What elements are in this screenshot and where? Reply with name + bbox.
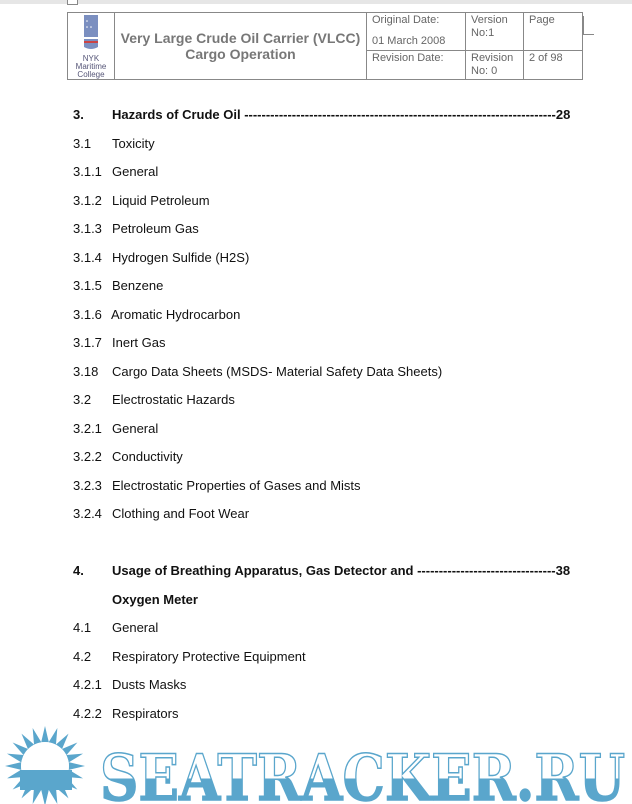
revision-cell: Revision No: 0	[466, 50, 524, 79]
toc-title: Petroleum Gas	[112, 221, 199, 236]
watermark-text: SEATRACKER.RU	[100, 741, 625, 804]
toc-number: 3.1.6	[73, 306, 102, 322]
toc-number: 3.1.1	[73, 164, 102, 179]
toc-number: 3.2	[73, 392, 92, 407]
toc-title: Clothing and Foot Wear	[112, 506, 250, 521]
toc-number: 3.1.2	[73, 192, 102, 208]
toc-number: 3.1	[73, 135, 92, 151]
document-header-table	[67, 12, 583, 80]
toc-title: Benzene	[112, 278, 164, 293]
toc-title: General	[112, 164, 159, 179]
toc-number: 3.	[73, 107, 84, 122]
toc-number: 3.1.5	[73, 278, 102, 293]
original-date-label: Original Date:	[372, 14, 440, 26]
title-line-1: Very Large Crude Oil Carrier (VLCC)	[120, 30, 361, 46]
toc-title: Respiratory Protective Equipment	[112, 648, 306, 664]
toc-number: 4.2.2	[73, 705, 102, 721]
toc-title: Usage of Breathing Apparatus, Gas Detector and --------------------------------38	[112, 563, 571, 578]
logo-caption: NYK Maritime College	[75, 54, 107, 79]
toc-title: Aromatic Hydrocarbon	[111, 306, 241, 322]
toc-title: Dusts Masks	[112, 677, 187, 692]
toc-number: 3.2.1	[73, 420, 102, 436]
toc-title: Inert Gas	[112, 335, 166, 350]
toc-number: 3.1.7	[73, 335, 102, 350]
logo-cell	[68, 13, 115, 80]
toc-title: Hazards of Crude Oil ------------------------------------------------------------------------28	[112, 107, 571, 122]
page-marker-box	[67, 0, 78, 5]
toc-title: Conductivity	[112, 449, 183, 464]
document-title	[115, 13, 367, 80]
title-line-2: Cargo Operation	[185, 46, 296, 62]
toc-title: Respirators	[112, 705, 179, 721]
toc-number: 3.2.2	[73, 449, 102, 464]
toc-number: 4.2	[73, 648, 92, 664]
toc-number: 3.1.3	[73, 221, 102, 236]
toc-title: Electrostatic Hazards	[112, 392, 235, 407]
original-date-value: 01 March 2008	[372, 35, 446, 47]
top-gray-strip	[0, 0, 632, 4]
sun-icon	[5, 726, 85, 804]
toc-title: Hydrogen Sulfide (H2S)	[112, 249, 250, 265]
toc-title: General	[112, 420, 159, 436]
page-value-cell: 2 of 98	[524, 50, 583, 79]
toc-number: 4.	[73, 563, 84, 578]
original-date-cell	[367, 13, 466, 51]
toc-number: 3.2.3	[73, 477, 102, 493]
toc-number: 4.1	[73, 620, 92, 635]
toc-number: 4.2.1	[73, 677, 102, 692]
toc-title: Liquid Petroleum	[112, 192, 210, 208]
toc-number: 3.1.4	[73, 249, 102, 265]
version-cell: Version No:1	[466, 13, 524, 51]
college-logo-icon	[81, 13, 101, 51]
page-label-cell: Page	[524, 13, 583, 51]
toc-title: Electrostatic Properties of Gases and Mists	[112, 477, 361, 493]
toc-number: 3.2.4	[73, 506, 102, 521]
toc-title: Oxygen Meter	[112, 591, 198, 607]
margin-mark	[583, 16, 594, 35]
revision-date-cell: Revision Date:	[367, 50, 466, 79]
toc-title: Cargo Data Sheets (MSDS- Material Safety Data Sheets)	[112, 363, 443, 379]
watermark	[0, 706, 632, 804]
toc-number: 3.18	[73, 363, 99, 379]
toc-title: General	[112, 620, 159, 635]
toc-title: Toxicity	[112, 135, 155, 151]
